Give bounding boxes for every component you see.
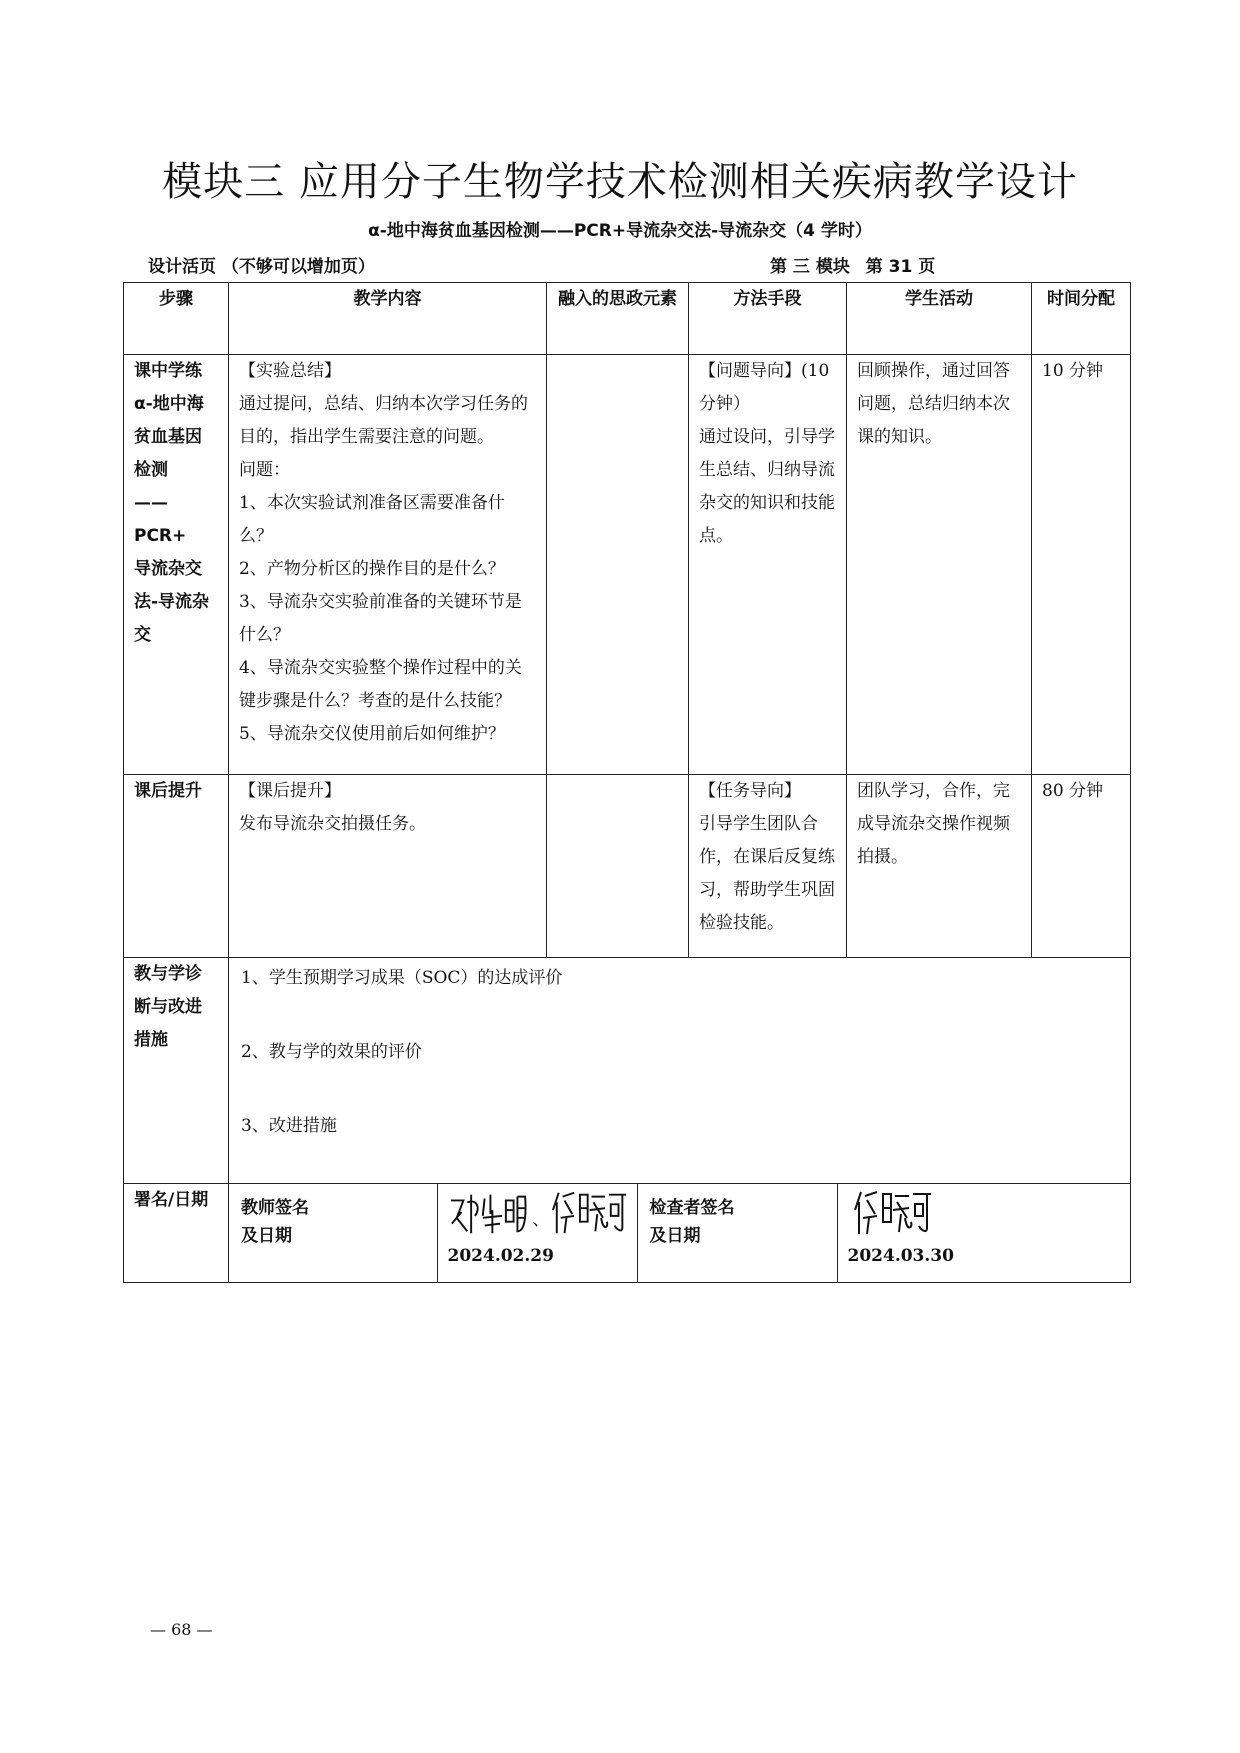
time-cell: 10 分钟 (1032, 355, 1131, 775)
design-sheet-label: 设计活页 （不够可以增加页） (148, 257, 375, 277)
checker-sign-date: 2024.03.30 (847, 1246, 954, 1266)
activity-cell: 回顾操作，通过回答问题，总结归纳本次课的知识。 (847, 355, 1032, 775)
document-title: 模块三 应用分子生物学技术检测相关疾病教学设计 (162, 159, 1078, 205)
diagnosis-item-1: 1、学生预期学习成果（SOC）的达成评价 (241, 968, 563, 988)
content-cell: 【课后提升】 发布导流杂交拍摄任务。 (229, 775, 547, 958)
signature-separator: 、 (532, 1210, 550, 1230)
header-activity: 学生活动 (847, 283, 1032, 355)
teacher-signature-cell (437, 1184, 637, 1282)
checker-sign-label: 检查者签名 及日期 (637, 1184, 837, 1282)
document-subtitle: α-地中海贫血基因检测——PCR+导流杂交法-导流杂交（4 学时） (368, 221, 872, 241)
step-text: 课中学练 α-地中海 贫血基因 检测 ——PCR+ 导流杂交 法-导流杂 交 (134, 361, 210, 645)
method-cell: 【任务导向】 引导学生团队合作，在课后反复练习，帮助学生巩固检验技能。 (689, 775, 847, 958)
checker-signature-cell (837, 1184, 1131, 1282)
signature-row (124, 1184, 1131, 1283)
page-meta (770, 252, 945, 277)
page-label: 第 31 页 (865, 257, 936, 277)
teacher-signature-1 (448, 1188, 533, 1238)
module-label: 第 三 模块 (770, 257, 850, 277)
time-cell: 80 分钟 (1032, 775, 1131, 958)
header-time: 时间分配 (1032, 283, 1131, 355)
method-cell: 【问题导向】(10分钟） 通过设问，引导学生总结、归纳导流杂交的知识和技能点。 (689, 355, 847, 775)
checker-signature (848, 1188, 938, 1238)
diagnosis-row (124, 958, 1131, 1184)
header-content: 教学内容 (229, 283, 547, 355)
header-row (124, 283, 1131, 355)
step-cell: 课后提升 (124, 775, 229, 958)
table-row (124, 775, 1131, 958)
diagnosis-content (229, 958, 1131, 1184)
step-cell (124, 355, 229, 775)
activity-cell: 团队学习，合作，完成导流杂交操作视频拍摄。 (847, 775, 1032, 958)
diagnosis-item-2: 2、教与学的效果的评价 (241, 1042, 422, 1062)
page-number: — 68 — (150, 1620, 213, 1639)
ideology-cell (547, 355, 689, 775)
diagnosis-item-3: 3、改进措施 (241, 1116, 337, 1136)
header-ideology: 融入的思政元素 (547, 283, 689, 355)
signature-content (229, 1184, 1131, 1283)
signature-label: 署名/日期 (124, 1184, 229, 1283)
teacher-signature-2 (551, 1188, 628, 1238)
diagnosis-label: 教与学诊断与改进措施 (124, 958, 229, 1184)
header-method: 方法手段 (689, 283, 847, 355)
lesson-plan-table (123, 282, 1131, 1283)
ideology-cell (547, 775, 689, 958)
teacher-sign-label: 教师签名 及日期 (241, 1198, 309, 1246)
table-row (124, 355, 1131, 775)
content-cell: 【实验总结】 通过提问，总结、归纳本次学习任务的目的，指出学生需要注意的问题。 问题： 1、本次实验试剂准备区需要准备什么？ 2、产物分析区的操作目的是什么？ 3、导流杂交实验前准备的关键环节是什么？ 4、导流杂交实验整个操作过程中的关键步骤是什么？考查的是什么技能？ 5、导流杂交仪使用前后如何维护？ (229, 355, 547, 775)
header-step: 步骤 (124, 283, 229, 355)
teacher-sign-date: 2024.02.29 (447, 1246, 554, 1266)
